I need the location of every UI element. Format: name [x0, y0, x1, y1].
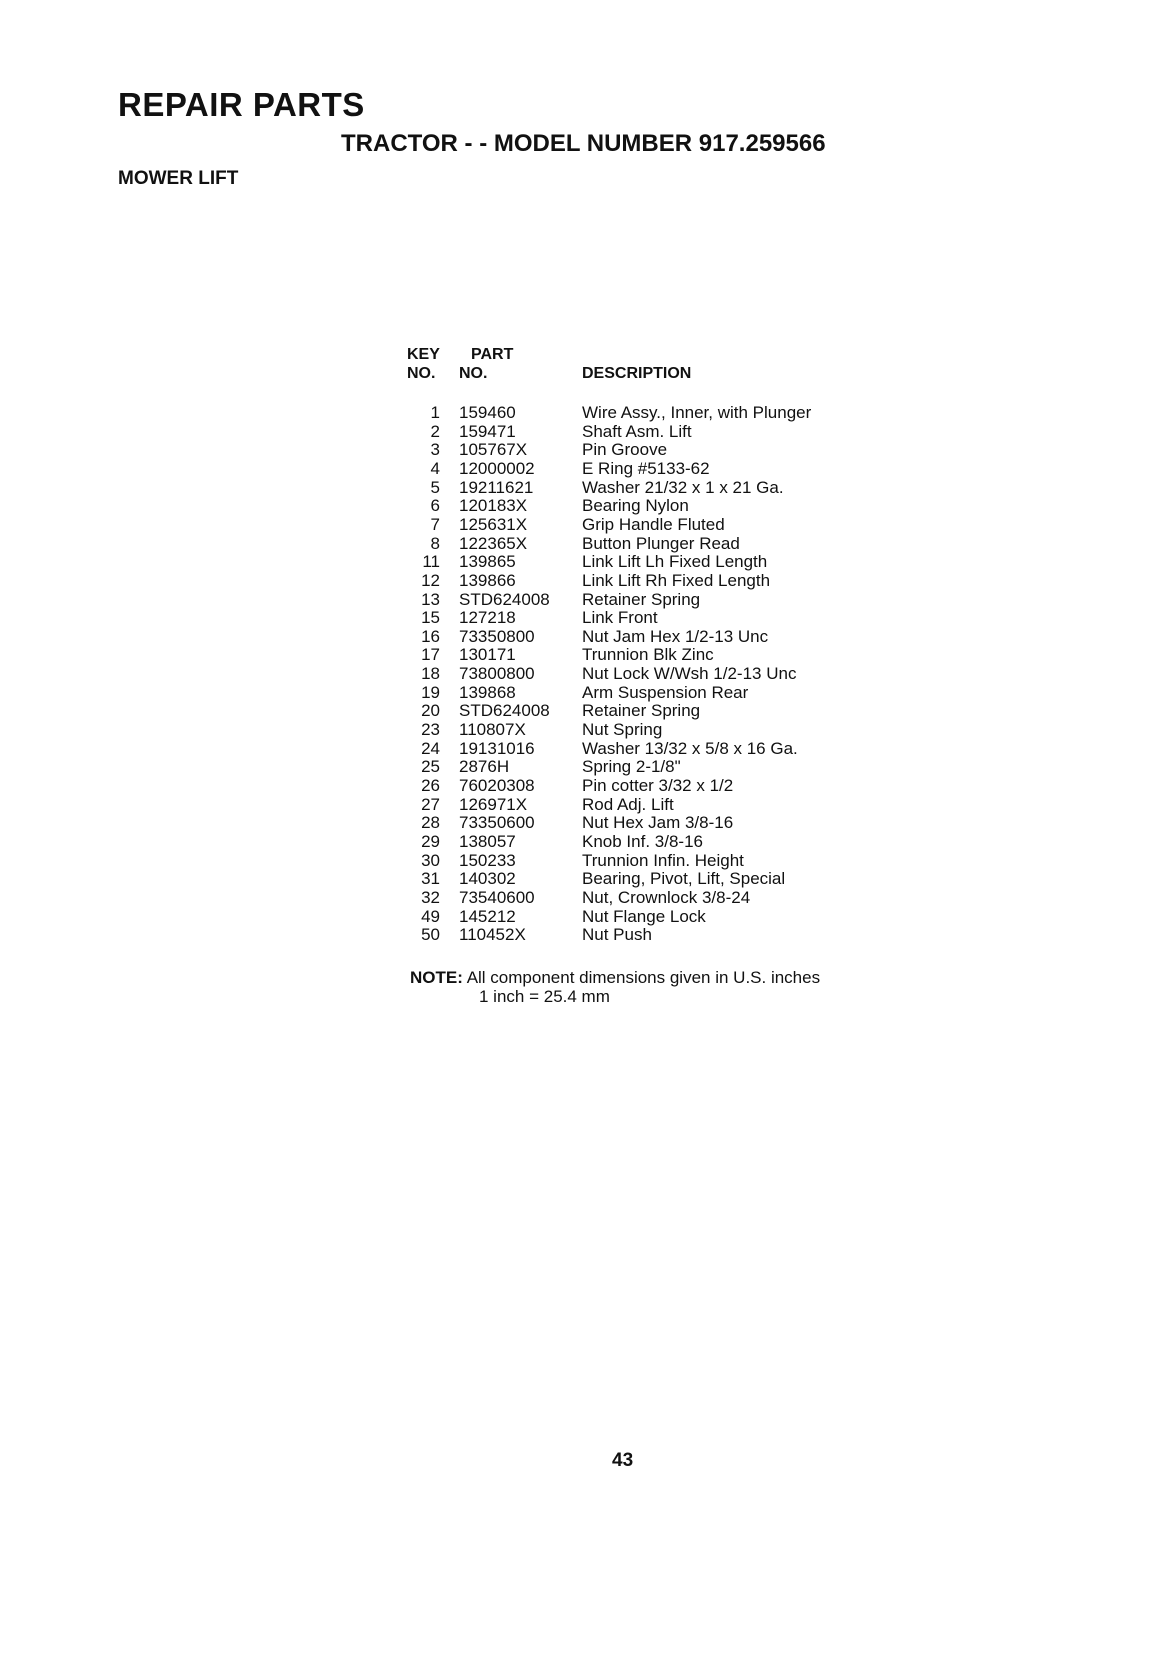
part-number: STD624008: [459, 701, 550, 721]
table-row: [0, 590, 1174, 609]
table-row: [0, 683, 1174, 702]
part-number: 120183X: [459, 496, 528, 516]
table-row: [0, 795, 1174, 814]
table-row: [0, 832, 1174, 851]
table-row: [0, 907, 1174, 926]
table-row: [0, 627, 1174, 646]
key-number: 25: [421, 757, 440, 777]
part-number: 139865: [459, 552, 516, 572]
part-description: Rod Adj. Lift: [582, 794, 674, 814]
part-number: 139866: [459, 570, 516, 590]
key-number: 26: [421, 776, 440, 795]
part-description: Trunnion Blk Zinc: [582, 645, 714, 665]
table-row: [0, 608, 1174, 627]
part-description: Nut Jam Hex 1/2-13 Unc: [582, 626, 769, 646]
part-number: 130171: [459, 645, 516, 665]
part-description: Shaft Asm. Lift: [582, 421, 692, 441]
part-description: Link Front: [582, 608, 658, 628]
part-number: 73800800: [459, 664, 535, 684]
table-row: [0, 571, 1174, 590]
model-heading: TRACTOR - - MODEL NUMBER 917.259566: [341, 130, 826, 157]
key-number: 23: [421, 720, 440, 740]
part-description: Link Lift Lh Fixed Length: [582, 552, 768, 572]
part-description: Nut Hex Jam 3/8-16: [582, 813, 734, 833]
part-number: 12000002: [459, 458, 535, 478]
table-row: [0, 403, 1174, 422]
part-number: 76020308: [459, 776, 535, 795]
key-number: 16: [421, 626, 440, 646]
part-description: Link Lift Rh Fixed Length: [582, 570, 771, 590]
part-description: Bearing Nylon: [582, 496, 689, 516]
key-number: 11: [422, 552, 440, 572]
header-part-line1: PART: [471, 346, 514, 363]
header-key-line1: KEY: [407, 346, 440, 363]
note-line1: All component dimensions given in U.S. inches: [466, 968, 821, 987]
key-number: 3: [430, 440, 440, 460]
table-row: [0, 888, 1174, 907]
part-description: Nut Spring: [582, 720, 663, 740]
page-number: 43: [612, 1450, 634, 1471]
table-row: [0, 869, 1174, 888]
part-number: 73350600: [459, 813, 535, 833]
table-row: [0, 739, 1174, 758]
part-description: Pin Groove: [582, 440, 668, 460]
key-number: 27: [421, 794, 440, 814]
key-number: 8: [430, 533, 440, 553]
key-number: 32: [421, 887, 440, 907]
key-number: 49: [421, 906, 440, 926]
part-number: 139868: [459, 682, 516, 702]
part-number: 145212: [459, 906, 516, 926]
key-number: 18: [421, 664, 440, 684]
part-number: 19131016: [459, 738, 535, 758]
key-number: 24: [421, 738, 440, 758]
part-description: Retainer Spring: [582, 589, 701, 609]
part-number: 73350800: [459, 626, 535, 646]
part-number: 122365X: [459, 533, 528, 553]
part-number: 159471: [459, 421, 516, 441]
part-description: Nut, Crownlock 3/8-24: [582, 887, 751, 907]
part-description: Trunnion Infin. Height: [582, 850, 744, 870]
key-number: 31: [421, 869, 440, 889]
table-row: [0, 496, 1174, 515]
page-title: REPAIR PARTS: [118, 86, 365, 123]
table-row: [0, 552, 1174, 571]
part-description: Arm Suspension Rear: [582, 682, 749, 702]
part-description: E Ring #5133-62: [582, 458, 710, 478]
part-number: 126971X: [459, 794, 528, 814]
table-row: [0, 813, 1174, 832]
part-description: Knob Inf. 3/8-16: [582, 831, 703, 851]
part-description: Pin cotter 3/32 x 1/2: [582, 776, 734, 795]
part-description: Bearing, Pivot, Lift, Special: [582, 869, 786, 889]
table-row: [0, 515, 1174, 534]
part-number: 125631X: [459, 514, 528, 534]
key-number: 5: [430, 477, 440, 497]
table-row: [0, 478, 1174, 497]
key-number: 4: [430, 458, 440, 478]
table-row: [0, 645, 1174, 664]
table-row: [0, 776, 1174, 795]
key-number: 1: [430, 403, 440, 422]
part-description: Spring 2-1/8": [582, 757, 681, 777]
part-description: Wire Assy., Inner, with Plunger: [582, 403, 812, 422]
part-number: 140302: [459, 869, 516, 889]
header-key-line2: NO.: [407, 365, 436, 382]
table-row: [0, 534, 1174, 553]
part-number: 19211621: [459, 477, 534, 497]
table-row: [0, 757, 1174, 776]
key-number: 50: [421, 925, 440, 945]
part-number: 110807X: [459, 720, 526, 740]
part-description: Grip Handle Fluted: [582, 514, 725, 534]
table-row: [0, 925, 1174, 944]
part-number: 105767X: [459, 440, 528, 460]
key-number: 13: [421, 589, 440, 609]
header-description: DESCRIPTION: [582, 365, 692, 382]
part-number: 2876H: [459, 757, 510, 777]
key-number: 20: [421, 701, 440, 721]
note-line2: 1 inch = 25.4 mm: [479, 987, 610, 1006]
table-row: [0, 664, 1174, 683]
part-description: Nut Push: [582, 925, 652, 945]
part-number: 110452X: [459, 925, 526, 945]
part-description: Washer 13/32 x 5/8 x 16 Ga.: [582, 738, 798, 758]
table-row: [0, 459, 1174, 478]
table-row: [0, 701, 1174, 720]
part-description: Nut Lock W/Wsh 1/2-13 Unc: [582, 664, 797, 684]
table-row: [0, 440, 1174, 459]
key-number: 17: [421, 645, 440, 665]
part-number: STD624008: [459, 589, 550, 609]
key-number: 28: [421, 813, 440, 833]
key-number: 12: [421, 570, 440, 590]
key-number: 19: [421, 682, 440, 702]
part-number: 159460: [459, 403, 516, 422]
header-part-line2: NO.: [459, 365, 488, 382]
table-row: [0, 720, 1174, 739]
key-number: 15: [421, 608, 440, 628]
key-number: 30: [421, 850, 440, 870]
part-description: Nut Flange Lock: [582, 906, 706, 926]
part-number: 127218: [459, 608, 516, 628]
part-number: 138057: [459, 831, 516, 851]
key-number: 7: [430, 514, 440, 534]
key-number: 6: [430, 496, 440, 516]
note-label: NOTE:: [410, 968, 463, 987]
key-number: 29: [421, 831, 440, 851]
part-number: 73540600: [459, 887, 535, 907]
table-row: [0, 422, 1174, 441]
key-number: 2: [430, 421, 440, 441]
part-description: Button Plunger Read: [582, 533, 740, 553]
table-row: [0, 851, 1174, 870]
note: [410, 968, 820, 987]
part-description: Retainer Spring: [582, 701, 701, 721]
part-number: 150233: [459, 850, 516, 870]
part-description: Washer 21/32 x 1 x 21 Ga.: [582, 477, 784, 497]
section-heading: MOWER LIFT: [118, 168, 239, 189]
